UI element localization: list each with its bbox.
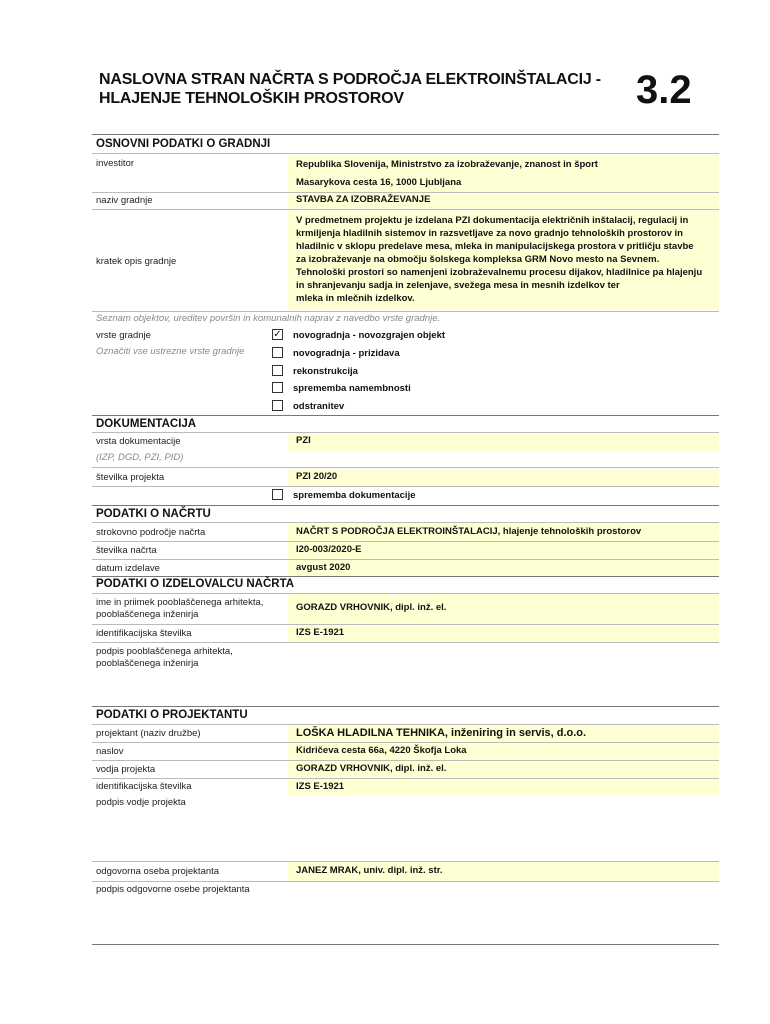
id-izdelovalec-field[interactable]: IZS E-1921 bbox=[288, 625, 719, 642]
stevilka-projekta-field[interactable]: PZI 20/20 bbox=[288, 469, 719, 486]
stevilka-nacrta-label: številka načrta bbox=[96, 545, 157, 556]
investitor-field[interactable] bbox=[288, 155, 719, 192]
opis-line: V predmetnem projektu je izdelana PZI dokumentacija električnih inštalacij, regulacij in bbox=[296, 215, 689, 226]
checkbox-label: novogradnja - novozgrajen objekt bbox=[293, 330, 446, 341]
divider bbox=[92, 576, 719, 577]
naziv-label: naziv gradnje bbox=[96, 195, 153, 206]
title-line-2: HLAJENJE TEHNOLOŠKIH PROSTOROV bbox=[99, 90, 404, 107]
checkbox-odstranitev[interactable] bbox=[272, 400, 283, 411]
opis-line: Tehnološki prostori so namenjeni izobraževalnemu procesu dijakov, hladilnice pa hlajenju bbox=[296, 267, 703, 278]
datum-field[interactable]: avgust 2020 bbox=[288, 560, 719, 576]
footer-divider bbox=[92, 944, 719, 945]
divider bbox=[92, 311, 719, 312]
podrocje-label: strokovno področje načrta bbox=[96, 527, 206, 538]
datum-label: datum izdelave bbox=[96, 563, 160, 574]
vodja-field[interactable]: GORAZD VRHOVNIK, dipl. inž. el. bbox=[288, 761, 719, 778]
opis-line: krmiljenja hladilnih sistemov in razsvetljave za novo gradnjo tehnoloških prostorov in bbox=[296, 228, 683, 239]
section-heading-nacrt: PODATKI O NAČRTU bbox=[96, 508, 211, 520]
podpis-label-line: pooblaščenega inženirja bbox=[96, 658, 199, 669]
opis-label: kratek opis gradnje bbox=[96, 256, 177, 267]
checkbox-sprememba-dokumentacije[interactable] bbox=[272, 489, 283, 500]
podpis-odgovorne-label: podpis odgovorne osebe projektanta bbox=[96, 884, 250, 895]
stevilka-nacrta-field[interactable]: I20-003/2020-E bbox=[288, 542, 719, 559]
investitor-line-1: Republika Slovenija, Ministrstvo za izobraževanje, znanost in šport bbox=[296, 159, 598, 170]
stevilka-projekta-label: številka projekta bbox=[96, 472, 165, 483]
podpis-label-line: podpis pooblaščenega arhitekta, bbox=[96, 646, 233, 657]
vrste-label: vrste gradnje bbox=[96, 330, 151, 341]
divider bbox=[92, 209, 719, 210]
divider bbox=[92, 467, 719, 468]
divider bbox=[92, 642, 719, 643]
naslov-field[interactable]: Kidričeva cesta 66a, 4220 Škofja Loka bbox=[288, 743, 719, 760]
checkbox-label: sprememba dokumentacije bbox=[293, 490, 416, 501]
id-izdelovalec-label: identifikacijska številka bbox=[96, 628, 192, 639]
seznam-hint: Seznam objektov, ureditev površin in komunalnih naprav z navedbo vrste gradnje. bbox=[96, 313, 441, 324]
checkbox-prizidava[interactable] bbox=[272, 347, 283, 358]
podpis-vodje-label: podpis vodje projekta bbox=[96, 797, 186, 808]
checkbox-label: sprememba namembnosti bbox=[293, 383, 411, 394]
opis-line: hladilnic v sklopu predelave mesa, mleka in manipulacijskega prostora v pritličju stavbe bbox=[296, 241, 694, 252]
section-number: 3.2 bbox=[636, 68, 692, 112]
vrsta-dok-hint: (IZP, DGD, PZI, PID) bbox=[96, 452, 184, 463]
section-heading-osnovni: OSNOVNI PODATKI O GRADNJI bbox=[96, 138, 271, 150]
checkbox-rekonstrukcija[interactable] bbox=[272, 365, 283, 376]
vrsta-dok-field[interactable]: PZI bbox=[288, 433, 719, 451]
ime-label-line: ime in priimek pooblaščenega arhitekta, bbox=[96, 597, 264, 608]
investitor-line-2: Masarykova cesta 16, 1000 Ljubljana bbox=[296, 177, 462, 188]
odgovorna-label: odgovorna oseba projektanta bbox=[96, 866, 220, 877]
divider bbox=[92, 706, 719, 707]
checkbox-sprememba-namembnosti[interactable] bbox=[272, 382, 283, 393]
id-projektant-field[interactable]: IZS E-1921 bbox=[288, 779, 719, 795]
divider bbox=[92, 153, 719, 154]
ime-label bbox=[96, 597, 263, 621]
checkbox-label: odstranitev bbox=[293, 401, 345, 412]
odgovorna-field[interactable]: JANEZ MRAK, univ. dipl. inž. str. bbox=[288, 862, 719, 881]
section-heading-dokumentacija: DOKUMENTACIJA bbox=[96, 418, 197, 430]
section-heading-projektant: PODATKI O PROJEKTANTU bbox=[96, 709, 248, 721]
divider bbox=[92, 881, 719, 882]
divider bbox=[92, 415, 719, 416]
naslov-label: naslov bbox=[96, 746, 124, 757]
projektant-label: projektant (naziv družbe) bbox=[96, 728, 201, 739]
page-title bbox=[99, 70, 619, 108]
title-line-1: NASLOVNA STRAN NAČRTA S PODROČJA ELEKTROINŠTALACIJ - bbox=[99, 71, 601, 88]
vrste-hint: Označiti vse ustrezne vrste gradnje bbox=[96, 346, 245, 357]
id-projektant-label: identifikacijska številka bbox=[96, 781, 192, 792]
projektant-field[interactable]: LOŠKA HLADILNA TEHNIKA, inženiring in servis, d.o.o. bbox=[288, 725, 719, 742]
checkbox-novogradnja[interactable]: ✓ bbox=[273, 329, 282, 340]
section-heading-izdelovalec: PODATKI O IZDELOVALCU NAČRTA bbox=[96, 578, 295, 590]
checkbox-label: novogradnja - prizidava bbox=[293, 348, 400, 359]
opis-line: mleka in mlečnih izdelkov. bbox=[296, 293, 415, 304]
divider bbox=[92, 134, 719, 135]
investitor-label: investitor bbox=[96, 158, 135, 169]
divider bbox=[92, 486, 719, 487]
naziv-field[interactable]: STAVBA ZA IZOBRAŽEVANJE bbox=[288, 193, 719, 209]
checkbox-label: rekonstrukcija bbox=[293, 366, 358, 377]
ime-label-line: pooblaščenega inženirja bbox=[96, 609, 199, 620]
podpis-izdelovalec-label bbox=[96, 646, 233, 670]
podrocje-field[interactable]: NAČRT S PODROČJA ELEKTROINŠTALACIJ, hlajenje tehnoloških prostorov bbox=[288, 523, 719, 541]
divider bbox=[92, 505, 719, 506]
opis-field[interactable] bbox=[288, 211, 719, 310]
vrsta-dok-label: vrsta dokumentacije bbox=[96, 436, 181, 447]
opis-line: in shranjevanju sadja in zelenjave, svežega mesa in mesnih izdelkov ter bbox=[296, 280, 620, 291]
opis-line: za izobraževanje na območju šolskega kompleksa GRM Novo mesto na Sevnem. bbox=[296, 254, 660, 265]
vodja-label: vodja projekta bbox=[96, 764, 156, 775]
ime-field[interactable]: GORAZD VRHOVNIK, dipl. inž. el. bbox=[288, 594, 719, 624]
